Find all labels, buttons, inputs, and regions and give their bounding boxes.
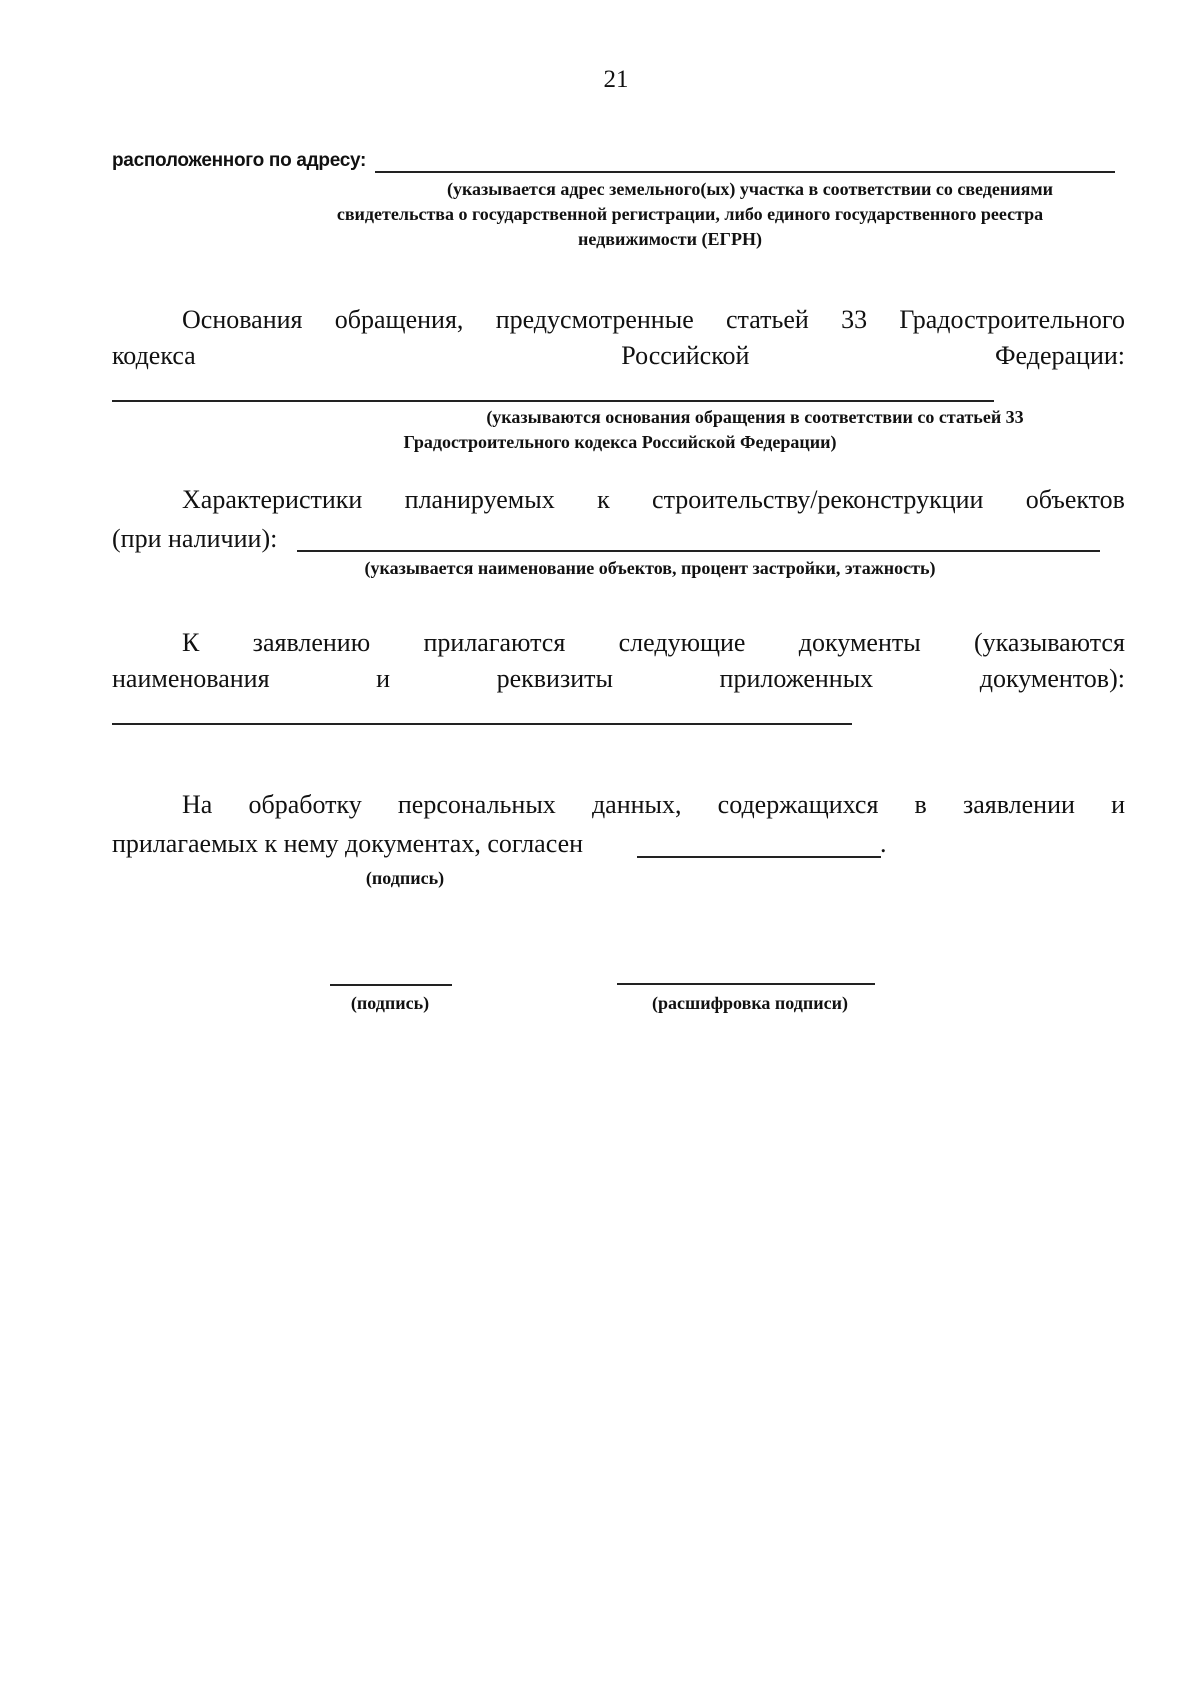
grounds-word: обращения, <box>334 305 464 334</box>
grounds-word: статьей <box>726 305 809 334</box>
grounds-hint-line1: (указываются основания обращения в соответствии со статьей 33 <box>486 407 1024 427</box>
attachments-line1 <box>182 628 1125 658</box>
grounds-word: Основания <box>182 305 303 334</box>
consent-period: . <box>880 829 887 858</box>
grounds-word: предусмотренные <box>495 305 694 334</box>
attachments-word: приложенных <box>719 664 874 693</box>
page-number: 21 <box>603 66 629 93</box>
attachments-word: реквизиты <box>496 664 613 693</box>
address-hint-line2: свидетельства о государственной регистрации, либо единого государственного реестра <box>336 204 1044 224</box>
attachments-word: заявлению <box>252 628 371 657</box>
characteristics-field-line[interactable] <box>297 550 1100 552</box>
address-hint-line3: недвижимости (ЕГРН) <box>578 229 762 249</box>
grounds-word: кодекса <box>112 341 196 370</box>
consent-signature-line[interactable] <box>637 856 881 858</box>
consent-word: в <box>914 790 927 819</box>
attachments-field-line[interactable] <box>112 723 852 725</box>
attachments-word: документов): <box>979 664 1125 693</box>
consent-word: обработку <box>248 790 362 819</box>
characteristics-word: объектов <box>1025 485 1125 514</box>
consent-word: данных, <box>591 790 682 819</box>
attachments-line2 <box>112 664 1125 694</box>
attachments-word: наименования <box>112 664 270 693</box>
characteristics-label: (при наличии): <box>112 524 278 553</box>
address-field-line[interactable] <box>375 171 1115 173</box>
attachments-word: документы <box>798 628 921 657</box>
signature-line[interactable] <box>330 984 452 986</box>
grounds-word: 33 <box>841 305 868 334</box>
consent-word: персональных <box>397 790 556 819</box>
address-label: расположенного по адресу: <box>112 150 367 171</box>
consent-signature-hint: (подпись) <box>365 868 445 888</box>
grounds-hint-line2: Градостроительного кодекса Российской Федерации) <box>403 432 837 452</box>
characteristics-word: Характеристики <box>182 485 363 514</box>
attachments-word: (указываются <box>974 628 1125 657</box>
signature-decoding-caption: (расшифровка подписи) <box>652 993 848 1013</box>
attachments-word: К <box>182 628 200 657</box>
consent-word: На <box>182 790 213 819</box>
consent-word: содержащихся <box>717 790 879 819</box>
characteristics-line1 <box>182 485 1125 515</box>
characteristics-word: к <box>597 485 610 514</box>
grounds-field-line[interactable] <box>112 400 994 402</box>
consent-word: заявлении <box>962 790 1075 819</box>
signature-caption: (подпись) <box>350 993 430 1013</box>
grounds-line2 <box>112 341 1125 371</box>
consent-word: и <box>1111 790 1125 819</box>
characteristics-word: строительству/реконструкции <box>652 485 984 514</box>
address-hint-line1: (указывается адрес земельного(ых) участка в соответствии со сведениями <box>446 179 1054 199</box>
attachments-word: прилагаются <box>423 628 566 657</box>
attachments-word: следующие <box>618 628 746 657</box>
attachments-word: и <box>376 664 391 693</box>
grounds-line1 <box>182 305 1125 335</box>
grounds-word: Российской <box>621 341 750 370</box>
consent-text: прилагаемых к нему документах, согласен <box>112 829 584 858</box>
consent-line1 <box>182 790 1125 820</box>
characteristics-hint: (указывается наименование объектов, процент застройки, этажность) <box>364 558 936 578</box>
grounds-word: Градостроительного <box>899 305 1125 334</box>
grounds-word: Федерации: <box>994 341 1125 370</box>
characteristics-word: планируемых <box>404 485 555 514</box>
signature-decoding-line[interactable] <box>617 983 875 985</box>
